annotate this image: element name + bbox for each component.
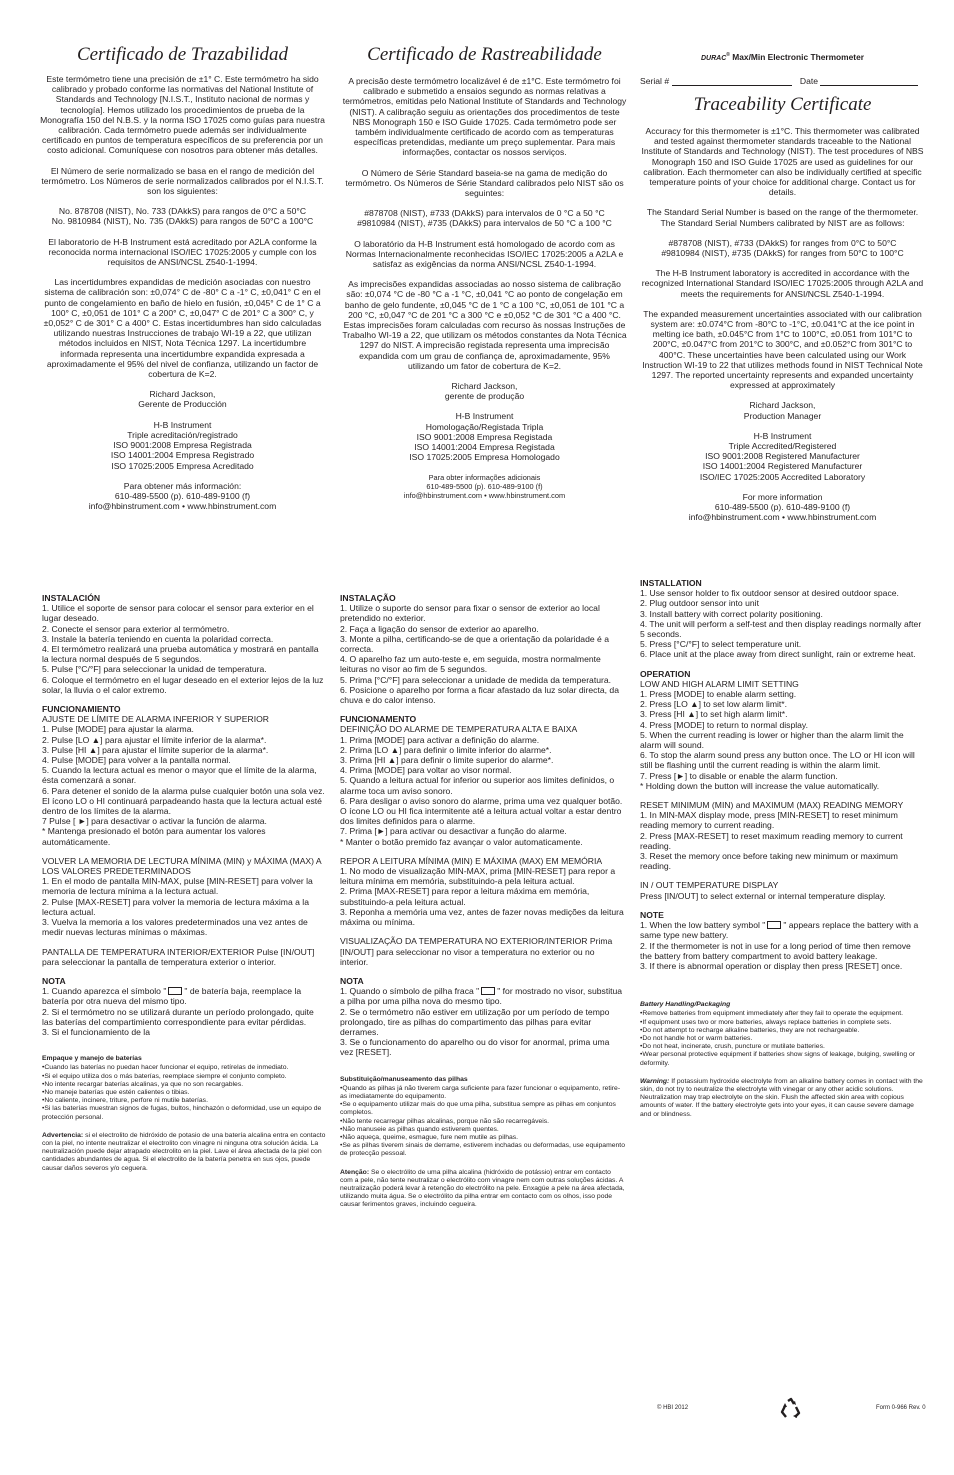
form-number: Form 0-966 Rev. 0	[876, 1405, 926, 1411]
pt-warning	[340, 1169, 625, 1210]
list-item: * Holding down the button will increase the value automatically.	[640, 780, 880, 791]
en-instructions	[640, 578, 925, 1119]
es-warning-label: Advertencia:	[42, 1131, 84, 1139]
es-cert-contact	[40, 481, 325, 512]
list-item: 3. Prima [HI ▲] para definir o limite superior do alarme*.	[340, 755, 554, 766]
pt-org-2: Homologação/Registada Tripla	[425, 421, 544, 432]
pt-install-heading: INSTALAÇÃO	[340, 593, 396, 603]
list-item: 2. Press [LO ▲] to set low alarm limit*.	[640, 699, 788, 710]
list-item: 5. Press [°C/°F] to select temperature unit.	[640, 639, 802, 650]
list-item: 4. Prima [MODE] para voltar ao visor normal.	[340, 765, 512, 776]
list-item: 1. Prima [MODE] para activar a definição do alarme.	[340, 734, 540, 745]
en-cert-org	[640, 431, 925, 482]
list-item: •If equipment uses two or more batteries, always replace batteries in complete sets.	[640, 1018, 892, 1026]
pt-sig-role: gerente de produção	[444, 391, 525, 402]
list-item: 2. Plug outdoor sensor into unit	[640, 598, 759, 609]
list-item: 6. To stop the alarm sound press any button once. The LO or HI icon will still be flashing until the current reading is within the alarm limit.	[640, 750, 915, 771]
en-cert-serial-list	[640, 238, 925, 258]
es-note-heading: NOTA	[42, 975, 66, 986]
es-org-5: ISO 17025:2005 Empresa Acreditado	[111, 460, 254, 471]
pt-org-4: ISO 14001:2004 Empresa Registada	[414, 442, 555, 453]
es-serial-2: No. 9810984 (NIST), No. 735 (DAkkS) para rangos de 50°C a 100°C	[51, 216, 314, 227]
en-note-section	[640, 910, 925, 971]
pt-note-1b: " for mostrado no visor, substitua a pilha por uma pilha nova do mesmo tipo.	[340, 986, 623, 1007]
en-note-heading: NOTE	[640, 909, 664, 920]
es-operation-heading: FUNCIONAMIENTO	[42, 704, 121, 715]
es-serial-1: No. 878708 (NIST), No. 733 (DAkkS) para rangos de 0°C a 50°C	[58, 206, 307, 217]
list-item: 5. Prima [°C/°F] para seleccionar a unidade de medida da temperatura.	[340, 674, 612, 685]
recycle-icon	[779, 1397, 803, 1423]
list-item: 3. Reset the memory once before taking new minimum or maximum reading.	[640, 851, 898, 872]
list-item: * Mantenga presionado el botón para aumentar los valores automáticamente.	[42, 826, 266, 847]
list-item: 7 Pulse [ ►] para desactivar o activar la función de alarma.	[42, 816, 267, 827]
list-item: •No caliente, incinere, triture, perfore ni mutile baterías.	[42, 1097, 208, 1105]
es-warning	[42, 1132, 327, 1173]
list-item: 7. Press [►] to disable or enable the alarm function.	[640, 770, 838, 781]
list-item: 2. Si el termómetro no se utilizará durante un período prolongado, quite las baterías del compartimiento correspondiente para evitar pérdidas.	[42, 1006, 314, 1027]
list-item: •Si las baterías muestran signos de fugas, bultos, hinchazón o deformidad, use un equipo de protección personal.	[42, 1105, 322, 1121]
list-item: 4. O aparelho faz um auto-teste e, em seguida, mostra normalmente leituras no visor ao fim de 5 segundos.	[340, 654, 601, 675]
es-cert-lab: El laboratorio de H-B Instrument está acreditado por A2LA conforme la reconocida norma internacional ISO/IEC 17025:2005 y cumple con los requisitos de ANSI/NCSL Z540-1-1994.	[48, 236, 317, 268]
en-org-4: ISO 14001:2004 Registered Manufacturer	[702, 461, 863, 472]
es-install-section	[42, 593, 327, 695]
list-item: 1. No modo de visualização MIN-MAX, prima [MIN-RESET] para repor a leitura mínima em memória, substituindo-a pela leitura actual.	[340, 866, 616, 887]
en-serial-2: #9810984 (NIST), #735 (DAkkS) for ranges from 50°C to 100°C	[661, 248, 904, 259]
pt-info-2: 610-489-5500 (p). 610-489-9100 (f)	[426, 481, 543, 491]
pt-org-1: H-B Instrument	[455, 411, 514, 422]
es-cert-signature	[40, 389, 325, 409]
list-item: 5. Quando a leitura actual for inferior ou superior aos limites definidos, o alarme toca um aviso sonoro.	[340, 775, 615, 796]
serial-label: Serial #	[640, 76, 670, 86]
list-item: 3. Se o funcionamento do aparelho ou do visor for anormal, prima uma vez [RESET].	[340, 1037, 610, 1058]
list-item: 4. Press [MODE] to return to normal display.	[640, 719, 808, 730]
low-battery-icon	[168, 987, 182, 995]
es-org-1: H-B Instrument	[153, 419, 212, 430]
product-heading	[640, 52, 925, 62]
en-org-3: ISO 9001:2008 Registered Manufacturer	[705, 451, 860, 462]
list-item: * Manter o botão premido faz avançar o valor automaticamente.	[340, 836, 583, 847]
list-item: •Se o equipamento utilizar mais do que uma pilha, substitua sempre as pilhas em conjuntos completos.	[340, 1101, 616, 1117]
pt-info-3: info@hbinstrument.com • www.hbinstrument.com	[403, 490, 566, 500]
list-item: 3. Press [HI ▲] to set high alarm limit*.	[640, 709, 788, 720]
pt-cert-accuracy: A precisão deste termómetro localizável é de ±1°C. Este termómetro foi calibrado e submetido a ensaios segundo as normas relativas a termómetros, emitidas pelo National Institute of Standards and Technology (NIST). A calibração seguiu as orientações dos procedimentos de teste NBS Monograph 150 e ISO Guide 17025. Cada termómetro pode ser também individualmente certificado de acordo com as temperaturas específicas pretendidas, mediante um preço suplementar. Para mais informações, contactar os nossos serviços.	[342, 76, 627, 158]
list-item: 2. Se o termómetro não estiver em utilização por um período de tempo prolongado, tire as pilhas do compartimento das pilhas para evitar derrames.	[340, 1006, 610, 1037]
list-item: •Não manuseie as pilhas quando estiverem quentes.	[340, 1125, 499, 1133]
en-battery-heading-text: Battery Handling/Packaging	[640, 1001, 731, 1009]
list-item: •Si el equipo utiliza dos o más baterías, reemplace siempre el conjunto completo.	[42, 1072, 287, 1080]
es-cert-org	[40, 420, 325, 471]
pt-note-heading: NOTA	[340, 975, 364, 986]
list-item: 4. El termómetro realizará una prueba automática y mostrará en pantalla la lectura normal después de 5 segundos.	[42, 644, 319, 665]
en-operation-heading: OPERATION	[640, 668, 691, 679]
list-item: 2. Pulse [MAX-RESET] para volver la memoria de lectura máxima a la lectura actual.	[42, 896, 309, 917]
list-item: 5. When the current reading is lower or higher than the alarm limit the alarm will sound.	[640, 729, 904, 751]
pt-inout-section	[340, 936, 625, 967]
low-battery-icon	[767, 921, 781, 929]
list-item: •Do not attempt to recharge alkaline batteries, they are not rechargeable.	[640, 1026, 860, 1034]
es-org-3: ISO 9001:2008 Empresa Registrada	[113, 440, 252, 451]
list-item: •Não tente recarregar pilhas alcalinas, porque não são recarregáveis.	[340, 1117, 550, 1125]
es-note-1b: " de batería baja, reemplace la batería por otra nueva del mismo tipo.	[42, 986, 302, 1007]
pt-note-section	[340, 976, 625, 1058]
en-inout-text: Press [IN/OUT] to select external or internal temperature display.	[640, 890, 886, 901]
copyright: © HBI 2012	[657, 1405, 689, 1411]
es-info-1: Para obtener más información:	[123, 480, 242, 491]
registered-mark: ®	[726, 52, 730, 59]
pt-inout-text: VISUALIZAÇÃO DA TEMPERATURA NO EXTERIOR/INTERIOR Prima [IN/OUT] para seleccionar no visor a temperatura no exterior ou no interior.	[340, 936, 613, 967]
list-item: 3. Vuelva la memoria a los valores predeterminados una vez antes de medir nuevas lecturas mínimas o máximas.	[42, 917, 308, 938]
en-operation-section	[640, 669, 925, 791]
list-item: 1. Press [MODE] to enable alarm setting.	[640, 689, 797, 700]
pt-memory-subheading: REPOR A LEITURA MÍNIMA (MIN) E MÁXIMA (MAX) EM MEMÓRIA	[340, 855, 603, 866]
list-item	[640, 920, 925, 940]
list-item: •Cuando las baterías no puedan hacer funcionar el equipo, retírelas de inmediato.	[42, 1064, 289, 1072]
list-item: •No maneje baterías que estén calientes o tibias.	[42, 1088, 190, 1096]
list-item: 3. Si el funcionamiento de la	[42, 1026, 150, 1037]
en-install-section	[640, 578, 925, 660]
pt-battery-section	[340, 1076, 625, 1210]
en-inout-section	[640, 880, 925, 900]
es-alarm-subheading: AJUSTE DE LÍMITE DE ALARMA INFERIOR Y SUPERIOR	[42, 714, 269, 725]
product-name: Max/Min Electronic Thermometer	[732, 52, 864, 62]
pt-cert-title: Certificado de Rastreabilidade	[367, 44, 602, 65]
en-cert-accuracy: Accuracy for this thermometer is ±1°C. This thermometer was calibrated and tested against thermometer standards traceable to the National Institute of Standards and Technology (NIST). The test procedures of NBS Monograph 150 and ISO Guide 17025 are used as guidelines for our calibration. Each thermometer can also be individually certified at specific temperature points of your choice for additional charge. Contact us for details.	[641, 126, 924, 198]
list-item: 6. Posicione o aparelho por forma a ficar afastado da luz solar directa, da chuva e do calor intenso.	[340, 684, 619, 706]
es-battery-heading: Empaque y manejo de baterías	[42, 1055, 142, 1063]
list-item: •Wear personal protective equipment if batteries show signs of leakage, bulging, swelling or deformity.	[640, 1051, 916, 1067]
pt-cert-contact	[342, 473, 627, 500]
list-item	[340, 986, 625, 1006]
en-cert-serial-intro: The Standard Serial Number is based on the range of the thermometer. The Standard Serial Numbers calibrated by NIST are as follows:	[646, 207, 919, 228]
en-serial-1: #878708 (NIST), #733 (DAkkS) for ranges from 0°C to 50°C	[668, 237, 897, 248]
en-org-5: ISO/IEC 17025:2005 Accredited Laboratory	[699, 471, 866, 482]
pt-sig-name: Richard Jackson,	[451, 381, 518, 392]
es-note-section	[42, 976, 327, 1037]
es-cert-serial-list	[40, 206, 325, 226]
list-item: •Do not heat, incinerate, crush, puncture or mutilate batteries.	[640, 1043, 825, 1051]
es-certificate	[40, 44, 325, 521]
en-info-1: For more information	[742, 491, 823, 502]
es-note-1a: 1. Cuando aparezca el símbolo "	[42, 986, 167, 997]
list-item: 6. Para detener el sonido de la alarma pulse cualquier botón una sola vez. El ícono LO o HI continuará parpadeando hasta que la lectura actual esté dentro de los límites de la alarma.	[42, 785, 325, 817]
en-warning-label: Warning:	[640, 1077, 670, 1085]
pt-alarm-subheading: DEFINIÇÃO DO ALARME DE TEMPERATURA ALTA E BAIXA	[340, 724, 578, 735]
list-item: 2. If the thermometer is not in use for a long period of time then remove the battery from battery compartment to avoid battery leakage.	[640, 940, 911, 961]
list-item: 3. Reponha a memória uma vez, antes de fazer novas medições da leitura máxima ou mínima.	[340, 906, 624, 928]
es-org-4: ISO 14001:2004 Empresa Registrado	[110, 450, 255, 461]
es-sig-name: Richard Jackson,	[149, 389, 216, 400]
en-note-1a: 1. When the low battery symbol "	[640, 920, 766, 931]
list-item: 4. The unit will perform a self-test and then display readings normally after 5 seconds.	[640, 618, 922, 640]
pt-cert-serial-list	[342, 208, 627, 228]
pt-instructions	[340, 593, 625, 1210]
en-memory-section	[640, 800, 925, 871]
list-item: 7. Prima [►] para activar ou desactivar a função do alarme.	[340, 826, 567, 837]
list-item: 2. Faça a ligação do sensor de exterior ao aparelho.	[340, 623, 539, 634]
list-item: 2. Press [MAX-RESET] to reset maximum reading memory to current reading.	[640, 830, 903, 851]
list-item: •Remove batteries from equipment immediately after they fail to operate the equipment.	[640, 1010, 904, 1018]
list-item: 1. Use sensor holder to fix outdoor sensor at desired outdoor space.	[640, 588, 899, 599]
es-cert-uncertainty: Las incertidumbres expandidas de medición asociadas con nuestro sistema de calibración son: ±0,074° C de -80° C a -1° C, ±0,041° C en el punto de congelamiento en baño de hielo en fusión, ±0,045° C de 1° C a 100° C, ±0,051 de 101° C a 200° C, ±0,047° C de 201° C a 300° C, y ±0,052° C de 301° C a 400° C. Estas incertidumbres han sido calculadas utilizando nuestras Instrucciones de trabajo WI-19 a 22, que utilizan métodos incluidos en NIST, Nota Técnica 1297. La incertidumbre informada representa una incertidumbre expandida expresada a aproximadamente el 95% del nivel de confianza, utilizando un factor de cobertura de K=2.	[43, 277, 322, 380]
es-inout-text: PANTALLA DE TEMPERATURA INTERIOR/EXTERIOR Pulse [IN/OUT] para seleccionar la pantalla de temperatura exterior o interior.	[42, 946, 315, 967]
list-item: 2. Conecte el sensor para exterior al termómetro.	[42, 623, 230, 634]
brand-logo: DURAC	[700, 55, 727, 62]
es-warning-text: si el electrolito de hidróxido de potasio de una batería alcalina entra en contacto con la piel, no intente neutralizar el electrolito con vinagre ni ninguna otra solución ácida. La neutralización puede dejar atrapado electrolito en la piel. Lave el área afectada de la piel con cantidades abundantes de agua. Si el electrolito de la batería penetra en sus ojos, puede causar daños severos y/o ceguera.	[42, 1131, 326, 1172]
list-item: 3. Pulse [HI ▲] para ajustar el límite superior de la alarma*.	[42, 744, 269, 755]
list-item: 1. Utilice el soporte de sensor para colocar el sensor para exterior en el lugar deseado.	[42, 603, 314, 624]
list-item: •Do not handle hot or warm batteries.	[640, 1034, 753, 1042]
es-sig-role: Gerente de Producción	[138, 399, 227, 410]
en-org-2: Triple Accredited/Registered	[728, 441, 837, 452]
list-item: 6. Place unit at the place away from direct sunlight, rain or extreme heat.	[640, 649, 916, 660]
pt-note-1a: 1. Quando o símbolo de pilha fraca "	[340, 986, 480, 997]
list-item: 5. Pulse [°C/°F] para seleccionar la unidad de temperatura.	[42, 664, 267, 675]
list-item: 2. Pulse [LO ▲] para ajustar el límite inferior de la alarma*.	[42, 734, 267, 745]
en-sig-role: Production Manager	[743, 410, 822, 421]
list-item: 1. Pulse [MODE] para ajustar la alarma.	[42, 724, 194, 735]
en-info-3: info@hbinstrument.com • www.hbinstrument.com	[688, 512, 877, 523]
serial-field[interactable]	[672, 76, 792, 86]
es-inout-section	[42, 947, 327, 967]
pt-serial-1: #878708 (NIST), #733 (DAkkS) para intervalos de 0 °C a 50 °C	[364, 208, 605, 219]
list-item: 4. Pulse [MODE] para volver a la pantalla normal.	[42, 755, 231, 766]
en-battery-section	[640, 1001, 925, 1119]
pt-cert-signature	[342, 381, 627, 401]
pt-memory-section	[340, 856, 625, 927]
date-field[interactable]	[820, 76, 918, 86]
en-inout-heading: IN / OUT TEMPERATURE DISPLAY	[640, 880, 779, 891]
pt-operation-section	[340, 714, 625, 847]
es-instructions	[42, 593, 327, 1173]
en-cert-signature	[640, 400, 925, 420]
pt-cert-serial-intro: O Número de Série Standard baseia-se na gama de medição do termómetro. Os Números de Série Standard calibrados pelo NIST são os seguintes:	[345, 167, 624, 199]
en-cert-title: Traceability Certificate	[693, 94, 872, 115]
list-item: 3. Monte a pilha, certificando-se de que a orientação da polaridade é a correcta.	[340, 633, 609, 655]
pt-cert-lab: O laboratório da H-B Instrument está homologado de acordo com as Normas Internacionalmente reconhecidas ISO/IEC 17025:2005 a A2LA e satisfaz as exigências da norma ANSI/NCSL Z540-1-1994.	[345, 238, 624, 270]
list-item: 6. Para desligar o aviso sonoro do alarme, prima uma vez qualquer botão. O ícone LO ou HI fica intermitente até a leitura actual voltar a estar dentro dos limites definidos para o alarme.	[340, 795, 623, 827]
es-install-heading: INSTALACIÓN	[42, 593, 101, 603]
list-item: 1. En el modo de pantalla MIN-MAX, pulse [MIN-RESET] para volver la memoria de lectura mínima a la lectura actual.	[42, 876, 313, 897]
low-battery-icon	[481, 987, 495, 995]
pt-warning-label: Atenção:	[340, 1168, 370, 1176]
serial-date-line	[640, 76, 925, 86]
en-warning-text: If potassium hydroxide electrolyte from an alkaline battery comes in contact with the skin, do not try to neutralize the electrolyte with vinegar or any other acidic solutions. Neutralization may trap electrolyte on the skin. Flush the affected skin area with copious amounts of water. If the battery electrolyte gets into your eyes, it can cause severe damage and or blindness.	[640, 1077, 923, 1118]
list-item: 3. Instale la batería teniendo en cuenta la polaridad correcta.	[42, 633, 274, 644]
list-item: •Se as pilhas tiverem sinais de derrame, estiverem inchadas ou deformadas, use equipamento de protecção pessoal.	[340, 1142, 625, 1158]
list-item: 5. Cuando la lectura actual es menor o mayor que el límite de la alarma, ésta comenzará a sonar.	[42, 765, 317, 786]
es-info-2: 610-489-5500 (p). 610-489-9100 (f)	[114, 490, 251, 501]
pt-info-1: Para obter informações adicionais	[428, 472, 541, 482]
en-install-heading: INSTALLATION	[640, 578, 702, 588]
pt-cert-uncertainty: As imprecisões expandidas associadas ao nosso sistema de calibração são: ±0,074 °C de -80 °C a -1 °C, ±0,041 °C ao ponto de congelação em banho de gelo fundente, ±0,045 °C de 1 °C a 100 °C, ±0,051 de 101 °C a 200 °C, ±0,047 °C de 201 °C a 300 °C e ±0,052 °C de 301 °C a 400 °C. Estas imprecisões foram calculadas com recurso às nossas Instruções de Trabalho WI-19 a 22, que utilizam os métodos constantes da Nota Técnica 1297 do NIST. A imprecisão registada representa uma imprecisão expandida com um grau de confiança de, aproximadamente, 95% utilizando um fator de cobertura de K=2.	[342, 279, 627, 371]
en-info-2: 610-489-5500 (p). 610-489-9100 (f)	[714, 502, 851, 513]
list-item: 1. In MIN-MAX display mode, press [MIN-RESET] to reset minimum reading memory to current reading.	[640, 810, 898, 831]
pt-battery-heading: Substituição/manuseamento das pilhas	[340, 1075, 468, 1083]
en-alarm-subheading: LOW AND HIGH ALARM LIMIT SETTING	[640, 678, 799, 689]
list-item: 3. Install battery with correct polarity positioning.	[640, 608, 823, 619]
pt-warning-text: Se o electrólito de uma pilha alcalina (hidróxido de potássio) entrar em contacto com a pele, não tente neutralizar o electrólito com vinagre nem com outras soluções ácidas. A neutralização poderá levar à retenção do electrólito na pele. Enxagúe a pele na área afectada, utilizando muita água. Se o electrólito da pilha entrar em contacto com os olhos, isso pode causar ferimentos graves, incluindo cegueira.	[340, 1168, 625, 1209]
es-cert-title: Certificado de Trazabilidad	[76, 44, 289, 65]
pt-certificate	[342, 44, 627, 510]
es-org-2: Triple acreditación/registrado	[127, 429, 238, 440]
list-item: 2. Prima [MAX-RESET] para repor a leitura máxima em memória, substituindo-a pela leitura actual.	[340, 886, 590, 907]
en-memory-subheading: RESET MINIMUM (MIN) and MAXIMUM (MAX) READING MEMORY	[640, 800, 904, 811]
en-note-1b: " appears replace the battery with a same type new battery.	[640, 920, 919, 941]
es-battery-section	[42, 1055, 327, 1173]
es-memory-subheading: VOLVER LA MEMORIA DE LECTURA MÍNIMA (MIN) y MÁXIMA (MAX) A LOS VALORES PREDETERMINADOS	[42, 855, 322, 877]
pt-install-section	[340, 593, 625, 705]
list-item: 3. If there is abnormal operation or display then press [RESET] once.	[640, 960, 903, 971]
en-battery-heading	[640, 1001, 925, 1009]
list-item: •Quando as pilhas já não tiverem carga suficiente para fazer funcionar o equipamento, retire-as imediatamente do equipamento.	[340, 1084, 621, 1100]
en-cert-lab: The H-B Instrument laboratory is accredited in accordance with the recognized International Standard ISO/IEC 17025:2005 through A2LA and meets the requirements for ANSI/NCSL Z540-1-1994.	[641, 268, 924, 299]
list-item: •No intente recargar baterías alcalinas, ya que no son recargables.	[42, 1080, 244, 1088]
pt-serial-2: #9810984 (NIST), #735 (DAkkS) para intervalos de 50 °C a 100 °C	[357, 218, 612, 229]
pt-cert-org	[342, 411, 627, 462]
es-memory-section	[42, 856, 327, 938]
en-header	[640, 52, 925, 86]
list-item	[42, 986, 327, 1006]
en-org-1: H-B Instrument	[753, 430, 812, 441]
es-operation-section	[42, 704, 327, 847]
en-certificate	[640, 94, 925, 533]
list-item: 2. Prima [LO ▲] para definir o limite inferior do alarme*.	[340, 744, 552, 755]
es-cert-serial-intro: El Número de serie normalizado se basa en el rango de medición del termómetro. Los Números de serie normalizados calibrados por el N.I.S.T. son los siguientes:	[41, 165, 324, 197]
pt-operation-heading: FUNCIONAMENTO	[340, 714, 417, 725]
list-item: 1. Utilize o suporte do sensor para fixar o sensor de exterior ao local pretendido no exterior.	[340, 603, 600, 624]
en-warning	[640, 1078, 925, 1119]
en-sig-name: Richard Jackson,	[749, 400, 816, 411]
es-cert-accuracy: Este termómetro tiene una precisión de ±1° C. Este termómetro ha sido calibrado y probado conforme las normativas del National Institute of Standards and Technology [N.I.S.T., Instituto nacional de normas y tecnología]. Hemos utilizado los procedimientos de prueba de la Monografía 150 del N.B.S. y la norma ISO 17025 como guías para nuestra calibración. Cada termómetro puede además ser individualmente certificado en puntos de temperatura específicos de su preferencia por un costo adicional. Comuníquese con nosotros para obtener más detalles.	[40, 74, 325, 156]
en-cert-uncertainty: The expanded measurement uncertainties associated with our calibration system are: ±0.074°C from -80°C to -1°C, ±0.041°C at the ice point in melting ice bath, ±0.045°C from 1°C to 100°C, ±0.051 from 101°C to 200°C, ±0.047°C from 201°C to 300°C, and ±0.052°C from 301°C to 400°C. These uncertainties have been calculated using our Work Instruction WI-19 to 22 that utilizes methods found in NIST Technical Note 1297. The reported uncertainty represents and expanded uncertainty expressed at approximately	[642, 308, 923, 391]
pt-org-5: ISO 17025:2005 Empresa Homologado	[409, 452, 560, 463]
list-item: 6. Coloque el termómetro en el lugar deseado en el exterior lejos de la luz solar, la lluvia o el calor extremo.	[42, 674, 324, 695]
es-info-3: info@hbinstrument.com • www.hbinstrument.com	[88, 501, 277, 512]
pt-org-3: ISO 9001:2008 Empresa Registada	[416, 431, 553, 442]
list-item: •Não aqueça, queime, esmague, fure nem mutile as pilhas.	[340, 1133, 519, 1141]
en-cert-contact	[640, 492, 925, 523]
date-label: Date	[799, 76, 819, 86]
